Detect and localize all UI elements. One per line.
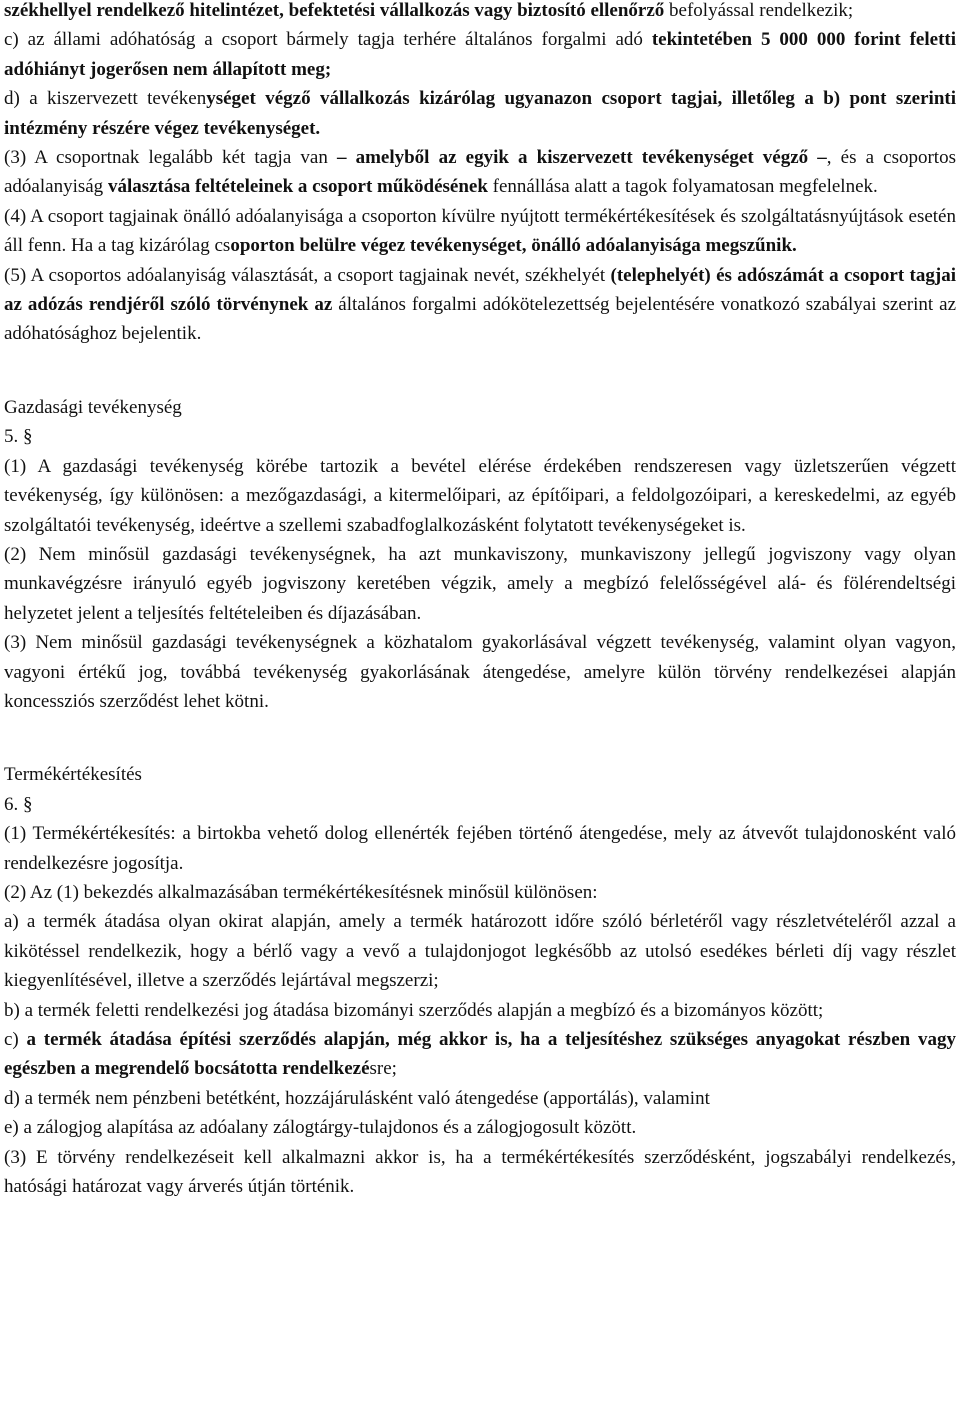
text: fennállása alatt a tagok folyamatosan megfelelnek. [487, 176, 878, 198]
bold-text: tekintetében 5 000 000 forint feletti adóhiányt jogerősen nem állapított meg; [4, 29, 956, 80]
section-number: 5. § [4, 426, 33, 448]
paragraph-2: (2) Az (1) bekezdés alkalmazásában termékértékesítésnek minősül különösen: [4, 881, 598, 903]
paragraph-5 [4, 261, 956, 349]
text: d) a kiszervezett tevéken [4, 88, 207, 110]
bold-text: székhellyel rendelkező hitelintézet, befektetési vállalkozás vagy biztosító ellenőrző [4, 0, 665, 21]
bold-text: ységet végző vállalkozás kizárólag ugyanazon csoport tagjai, illetőleg a b) pont szerinti intézmény részére végez tevékenységet. [4, 88, 956, 139]
spacer [4, 349, 956, 393]
paragraph-2: (2) Nem minősül gazdasági tevékenységnek, ha azt munkaviszony, munkaviszony jellegű jogviszony vagy olyan munkavégzésre irányuló egyéb jogviszony keretében végzik, amely a megbízó felelősségével alá- és fölérendeltségi helyzetet jelent a teljesítés feltételeiben és díjazásában. [4, 543, 956, 624]
text: (3) A csoportnak legalább két tagja van [4, 147, 337, 169]
text: (5) A csoportos adóalanyiság választását, a csoport tagjainak nevét, székhelyét [4, 264, 611, 286]
section-title: Gazdasági tevékenység [4, 396, 182, 418]
paragraph-1: (1) Termékértékesítés: a birtokba vehető dolog ellenérték fejében történő átengedése, mely az átvevőt tulajdonosként való rendelkezésre jogosítja. [4, 823, 956, 874]
spacer [4, 716, 956, 760]
paragraph-3 [4, 143, 956, 202]
list-item-d: d) a termék nem pénzbeni betétként, hozzájárulásként való átengedése (apportálás), valamint [4, 1087, 710, 1109]
paragraph-3: (3) E törvény rendelkezéseit kell alkalmazni akkor is, ha a termékértékesítés szerződésként, jogszabályi rendelkezés, hatósági határozat vagy árverés útján történik. [4, 1146, 956, 1198]
paragraph-bold-continuation [4, 0, 956, 25]
paragraph-3: (3) Nem minősül gazdasági tevékenységnek a közhatalom gyakorlásával végzett tevékenység, valamint olyan vagyon, vagyoni értékű jog, továbbá tevékenység gyakorlásának átengedése, amelyre külön törvény rendelkezései alapján koncessziós szerződést lehet kötni. [4, 632, 956, 712]
bold-text: a termék átadása építési szerződés alapján, még akkor is, ha a teljesítéshez szükséges anyagokat részben vagy egészben a megrendelő bocsátotta rendelkezé [4, 1029, 956, 1080]
text: általános forgalmi adókötelezettség bejelentésére vonatkozó szabályai szerint az adóhatósághoz bejelentik. [4, 294, 956, 345]
list-item-b: b) a termék feletti rendelkezési jog átadása bizományi szerződés alapján a megbízó és a bizományos között; [4, 999, 824, 1021]
paragraph-4 [4, 202, 956, 261]
text: (4) A csoport tagjainak önálló adóalanyisága a csoporton kívülre nyújtott termékértékesítések és szolgáltatásnyújtások esetén áll fenn. Ha a tag kizárólag cs [4, 205, 956, 257]
bold-text: választása feltételeinek a csoport működésének [107, 176, 488, 198]
text: befolyással rendelkezik; [669, 0, 854, 21]
section-number: 6. § [4, 793, 33, 815]
text: , és a csoportos adóalanyiság [4, 147, 956, 198]
list-item-c [4, 1025, 956, 1084]
section-title: Termékértékesítés [4, 764, 142, 786]
text: c) az állami adóhatóság a csoport bármely tagja terhére általános forgalmi adó [4, 29, 643, 51]
text: sre; [369, 1058, 397, 1080]
list-item-d [4, 84, 956, 143]
paragraph-1: (1) A gazdasági tevékenység körébe tartozik a bevétel elérése érdekében rendszeresen vagy üzletszerűen végzett tevékenység, így különösen: a mezőgazdasági, a kitermelőipari, az építőipari, a feldolgozóipari, a kereskedelmi, az egyéb szolgáltatói tevékenység, ideértve a szellemi szabadfoglalkozásként folytatott tevékenységeket is. [4, 455, 956, 536]
list-item-e: e) a zálogjog alapítása az adóalany zálogtárgy-tulajdonos és a zálogjogosult között. [4, 1117, 637, 1139]
bold-text: oporton belülre végez tevékenységet, önálló adóalanyisága megszűnik. [230, 235, 797, 257]
bold-text: – amelyből az egyik a kiszervezett tevékenységet végző – [336, 147, 827, 169]
text: c) [4, 1029, 27, 1050]
list-item-c [4, 25, 956, 84]
list-item-a: a) a termék átadása olyan okirat alapján, amely a termék határozott időre szóló bérletéről vagy részletvételéről azzal a kikötéssel rendelkezik, hogy a bérlő vagy a vevő a tulajdonjogot legkésőbb az utolsó esedékes bérleti díj vagy részlet kiegyenlítésével, illetve a szerződés lejártával megszerzi; [4, 911, 956, 992]
bold-text: (telephelyét) és adószámát a csoport tagjai az adózás rendjéről szóló törvénynek az [4, 264, 956, 316]
